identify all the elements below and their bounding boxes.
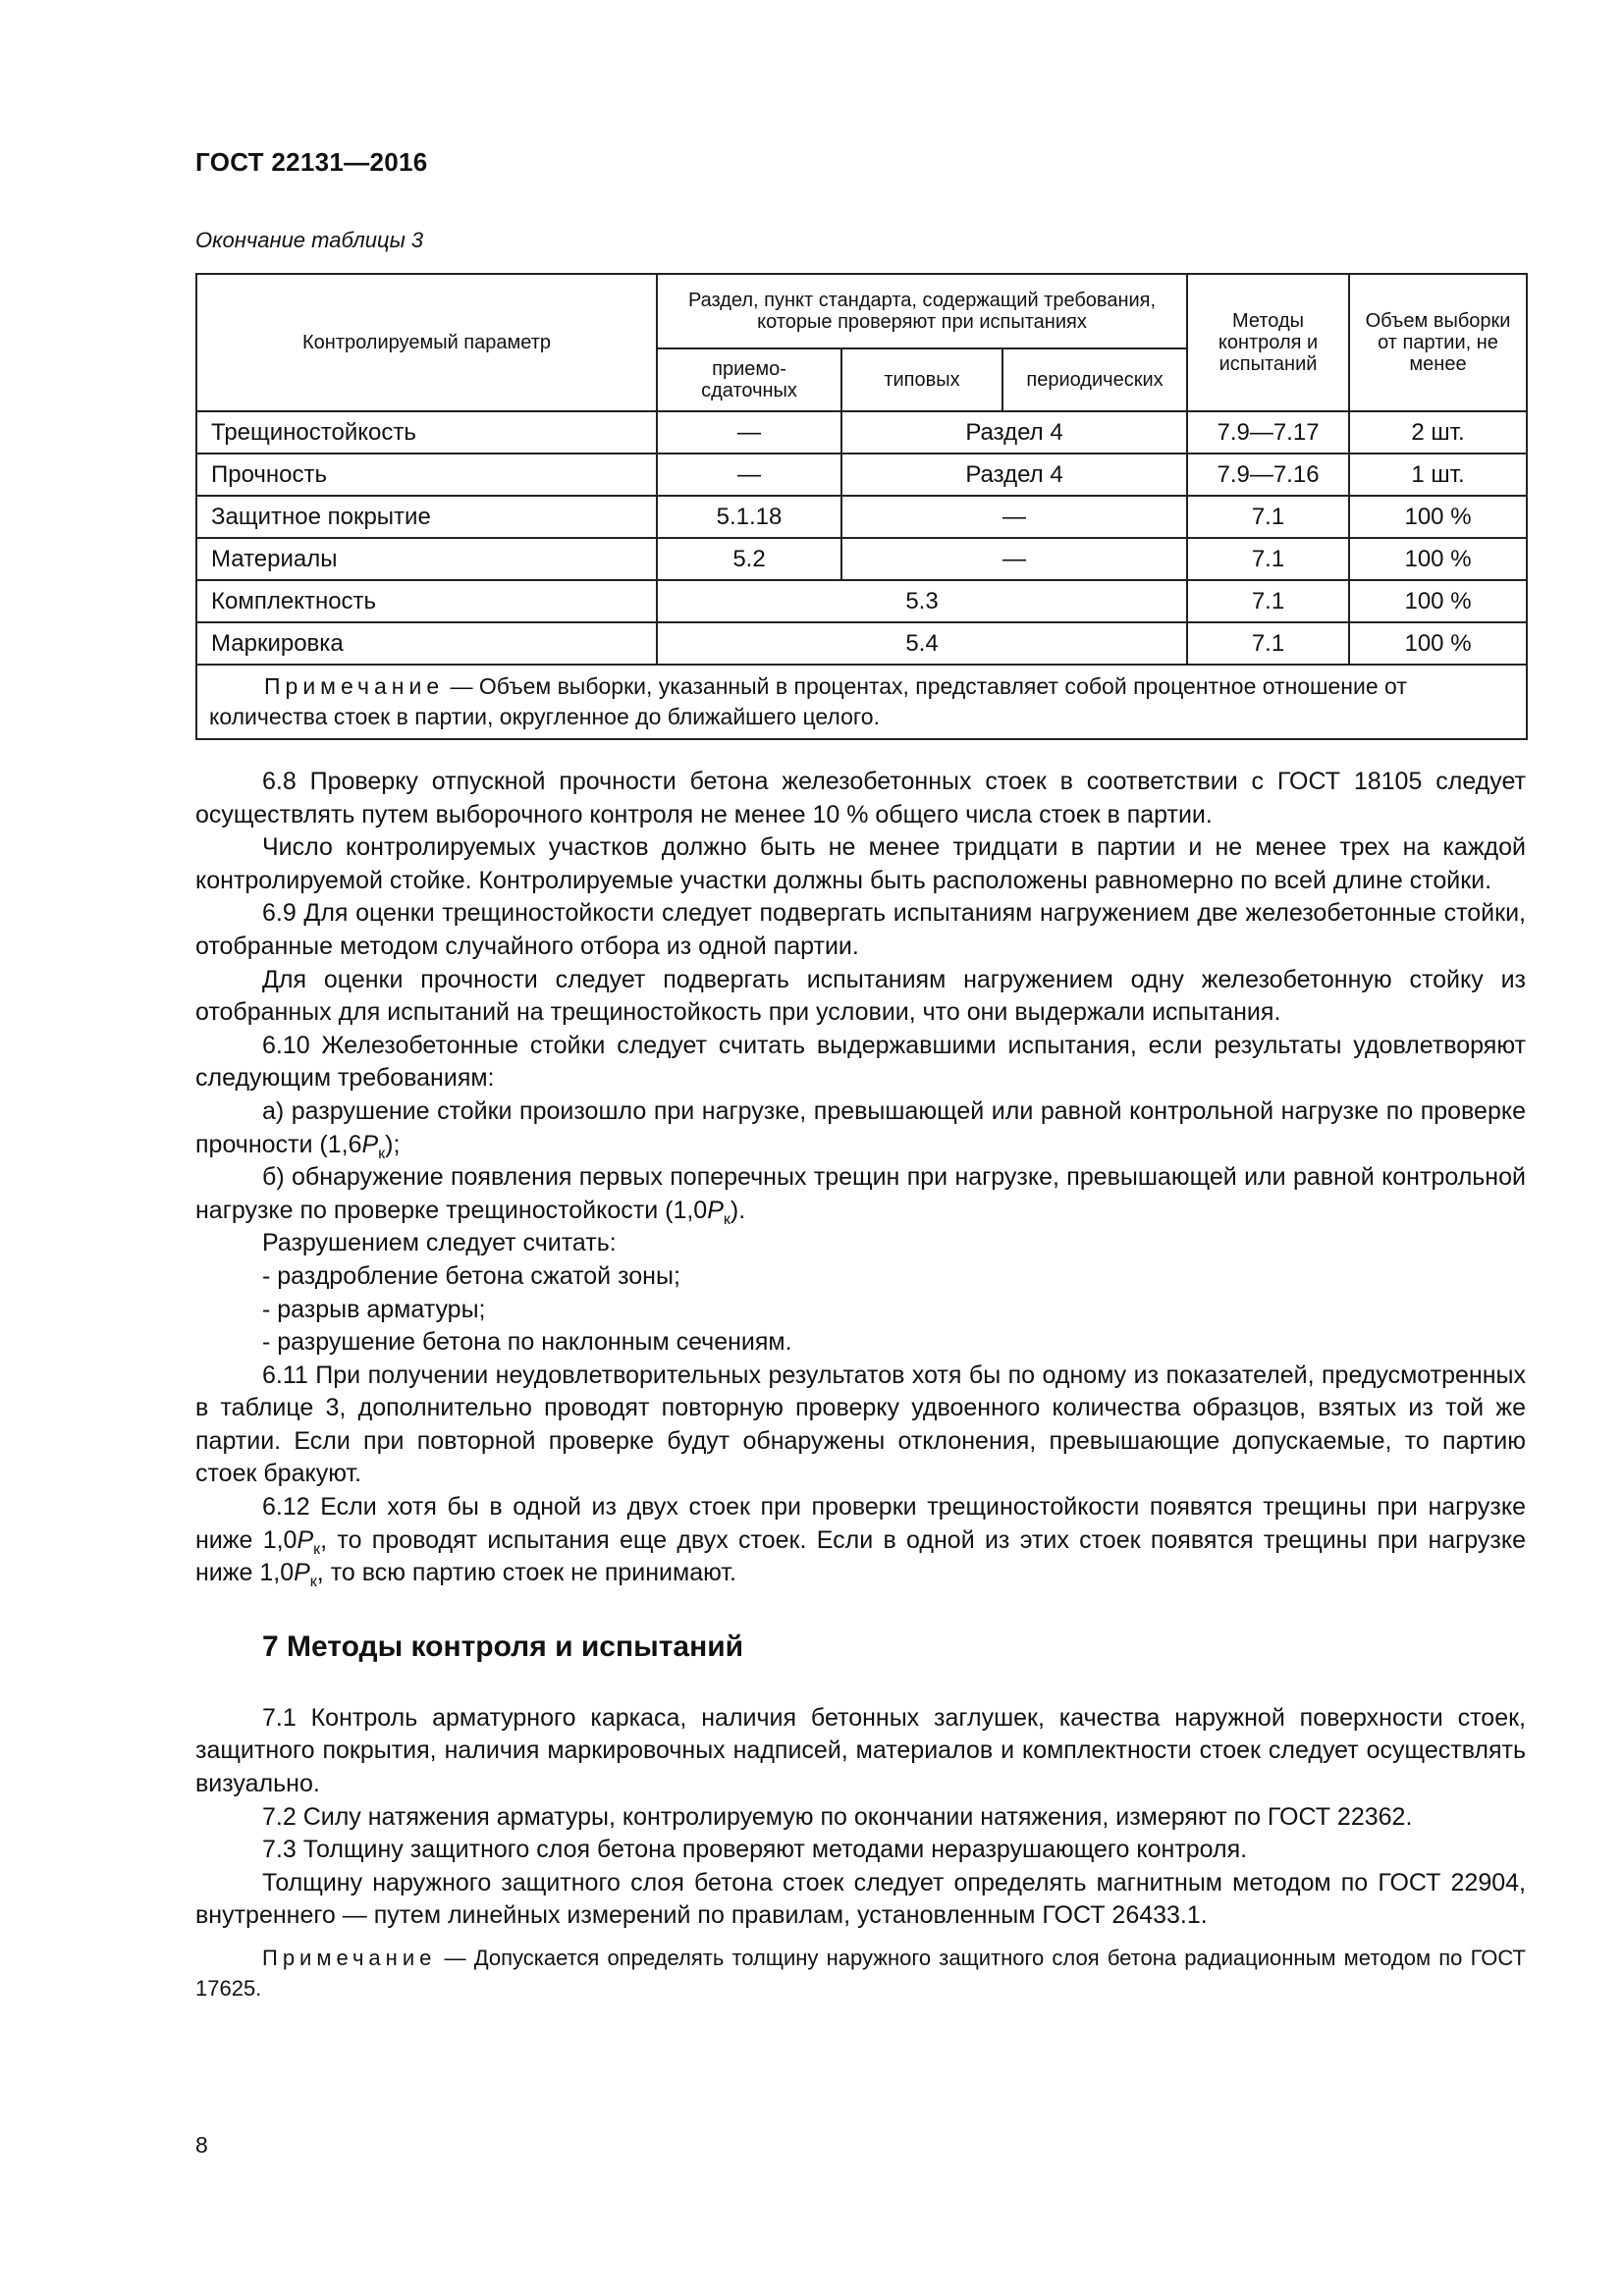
paragraph-6-8: 6.8 Проверку отпускной прочности бетона железобетонных стоек в соответствии с ГОСТ 18105 следует осуществлять путем выборочного контроля не менее 10 % общего числа стоек в партии. [195,768,1526,828]
cell-acceptance: — [657,411,841,454]
table-note-row [196,665,1527,739]
table-row [196,622,1527,665]
cell-type-periodic: — [841,496,1187,538]
table-caption: Окончание таблицы 3 [195,228,424,252]
symbol-p: P [294,1559,310,1587]
cell-acceptance: — [657,454,841,496]
section-7-heading: 7 Методы контроля и испытаний [262,1629,744,1663]
paragraph-6-9: 6.9 Для оценки трещиностойкости следует подвергать испытаниям нагружением две железобетонные стойки, отобранные методом случайного отбора из одной партии. [195,899,1526,960]
requirements-table [195,273,1528,740]
subscript-k: к [309,1574,317,1591]
page-number: 8 [195,2132,208,2158]
cell-methods: 7.9—7.16 [1187,454,1349,496]
table-row [196,496,1527,538]
table-row [196,454,1527,496]
cell-param: Трещиностойкость [196,411,657,454]
paragraph-6-12 [195,1491,1526,1590]
cell-all-types: 5.4 [657,622,1187,665]
cell-methods: 7.1 [1187,538,1349,580]
table-note-text: — Объем выборки, указанный в процентах, представляет собой процентное отношение от количества стоек в партии, округленное до ближайшего целого. [209,673,1407,729]
table-row [196,411,1527,454]
cell-all-types: 5.3 [657,580,1187,622]
cell-param: Маркировка [196,622,657,665]
list-item: - раздробление бетона сжатой зоны; [262,1261,680,1290]
text: 6.12 Если хотя бы в одной из двух стоек при проверки трещиностойкости появятся трещины при нагрузке ниже 1,0 [195,1493,1526,1554]
cell-sample: 1 шт. [1349,454,1527,496]
cell-methods: 7.1 [1187,496,1349,538]
destruction-intro: Разрушением следует считать: [262,1229,617,1257]
header-methods: Методы контроля и испытаний [1187,274,1349,411]
paragraph-6-8-sampling: Число контролируемых участков должно быть не менее тридцати в партии и не менее трех на каждой контролируемой стойке. Контролируемые участки должны быть расположены равномерно по всей длине стойки. [195,833,1526,894]
cell-type-periodic: — [841,538,1187,580]
cell-param: Материалы [196,538,657,580]
note-text: — Допускается определять толщину наружного защитного слоя бетона радиационным методом по ГОСТ 17625. [195,1946,1526,2001]
paragraph-6-10-a [195,1095,1526,1161]
symbol-p: P [707,1196,724,1224]
cell-sample: 2 шт. [1349,411,1527,454]
cell-sample: 100 % [1349,538,1527,580]
subscript-k: к [378,1145,386,1162]
cell-acceptance: 5.1.18 [657,496,841,538]
note-7-3 [195,1943,1526,2003]
paragraph-6-10-b [195,1161,1526,1227]
header-acceptance: приемо-сдаточных [657,348,841,411]
paragraph-7-1: 7.1 Контроль арматурного каркаса, наличия бетонных заглушек, качества наружной поверхности стоек, защитного покрытия, наличия маркировочных надписей, материалов и комплектности стоек следует осуществлять визуально. [195,1703,1526,1798]
header-periodic: периодических [1002,348,1187,411]
note-label: Примечание [262,1946,437,1970]
paragraph-6-10: 6.10 Железобетонные стойки следует считать выдержавшими испытания, если результаты удовлетворяют следующим требованиям: [195,1031,1526,1093]
header-parameter: Контролируемый параметр [196,274,657,411]
cell-methods: 7.1 [1187,622,1349,665]
symbol-p: P [297,1525,314,1554]
cell-param: Комплектность [196,580,657,622]
header-type-tests: типовых [841,348,1002,411]
text: б) обнаружение появления первых поперечных трещин при нагрузке, превышающей или равной контрольной нагрузке по проверке трещиностойкости (1,0 [195,1163,1526,1224]
cell-sample: 100 % [1349,622,1527,665]
text: ). [730,1196,746,1224]
subscript-k: к [723,1210,731,1228]
cell-methods: 7.1 [1187,580,1349,622]
text: а) разрушение стойки произошло при нагрузке, превышающей или равной контрольной нагрузке по проверке прочности (1,6 [195,1096,1526,1158]
cell-param: Защитное покрытие [196,496,657,538]
cell-type-periodic: Раздел 4 [841,411,1187,454]
header-sample-size: Объем выборки от партии, не менее [1349,274,1527,411]
table-note-label: Примечание [264,673,445,699]
paragraph-7-2: 7.2 Силу натяжения арматуры, контролируемую по окончании натяжения, измеряют по ГОСТ 22362. [262,1802,1413,1831]
paragraph-7-3-thickness: Толщину наружного защитного слоя бетона стоек следует определять магнитным методом по ГОСТ 22904, внутреннего — путем линейных измерений по правилам, установленным ГОСТ 26433.1. [195,1868,1526,1930]
paragraph-6-11: 6.11 При получении неудовлетворительных результатов хотя бы по одному из показателей, предусмотренных в таблице 3, дополнительно проводят повторную проверку удвоенного количества образцов, взятых из той же партии. Если при повторной проверке будут обнаружены отклонения, превышающие допускаемые, то партию стоек бракуют. [195,1361,1526,1488]
text: , то всю партию стоек не принимают. [316,1559,736,1587]
subscript-k: к [313,1540,321,1558]
cell-type-periodic: Раздел 4 [841,454,1187,496]
cell-param: Прочность [196,454,657,496]
header-section-group: Раздел, пункт стандарта, содержащий требования, которые проверяют при испытаниях [657,274,1187,348]
paragraph-7-3: 7.3 Толщину защитного слоя бетона проверяют методами неразрушающего контроля. [262,1836,1248,1864]
body-text [195,766,1526,2003]
list-item: - разрыв арматуры; [262,1295,486,1323]
list-item: - разрушение бетона по наклонным сечениям. [262,1328,792,1357]
table-row [196,580,1527,622]
text: ); [385,1130,401,1158]
text: , то проводят испытания еще двух стоек. Если в одной из этих стоек появятся трещины при нагрузке ниже 1,0 [195,1525,1526,1587]
table-note [196,665,1527,739]
cell-sample: 100 % [1349,496,1527,538]
cell-methods: 7.9—7.17 [1187,411,1349,454]
document-code: ГОСТ 22131—2016 [195,147,428,177]
cell-acceptance: 5.2 [657,538,841,580]
cell-sample: 100 % [1349,580,1527,622]
symbol-p: P [361,1130,379,1158]
table-row [196,538,1527,580]
paragraph-6-9-strength: Для оценки прочности следует подвергать испытаниям нагружением одну железобетонную стойку из отобранных для испытаний на трещиностойкость при условии, что они выдержали испытания. [195,965,1526,1027]
